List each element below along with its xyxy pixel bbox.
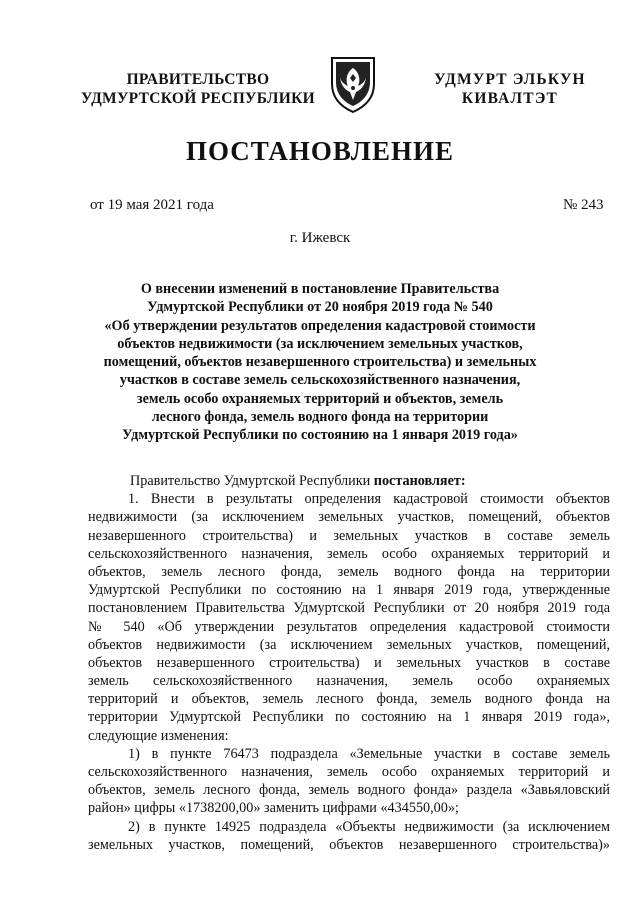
paragraph-1: [88, 490, 610, 745]
intro-text: Правительство Удмуртской Республики: [130, 473, 374, 489]
government-name-udmurt: [420, 70, 600, 108]
paragraph-line: незавершенного строительства) и земельных участков в составе земель: [88, 527, 610, 544]
title-line: лесного фонда, земель водного фонда на территории: [151, 409, 489, 426]
list-item-line: район» цифры «1738200,00» заменить цифрами «434550,00»;: [88, 800, 459, 817]
title-line: «Об утверждении результатов определения кадастровой стоимости: [104, 317, 536, 334]
list-item-1: [88, 745, 610, 818]
paragraph-line: территорий и объектов, земель лесного фонда, земель водного фонда на: [88, 691, 610, 708]
document-number: № 243: [563, 197, 604, 213]
government-name-line: УДМУРТ ЭЛЬКУН: [434, 71, 586, 88]
government-name-russian: [78, 70, 318, 108]
title-line: помещений, объектов незавершенного строительства) и земельных: [103, 354, 537, 371]
list-item-line: объектов, земель лесного фонда, земель водного фонда» раздела «Завьяловский: [88, 782, 610, 799]
paragraph-line: объектов недвижимости (за исключением земельных участков, помещений,: [88, 636, 610, 653]
intro-paragraph: [88, 472, 610, 490]
paragraph-line: земель сельскохозяйственного назначения, земель особо охраняемых: [88, 673, 610, 690]
paragraph-line: № 540 «Об утверждении результатов определения кадастровой стоимости: [88, 618, 610, 635]
title-line: Удмуртской Республики по состоянию на 1 января 2019 года»: [122, 427, 518, 444]
list-item-line: 1) в пункте 76473 подраздела «Земельные участки в составе земель: [128, 745, 610, 762]
document-type-title: ПОСТАНОВЛЕНИЕ: [185, 136, 455, 166]
paragraph-line: Удмуртской Республики по состоянию на 1 января 2019 года, утвержденные: [88, 582, 610, 599]
title-line: земель особо охраняемых территорий и объектов, земель: [136, 390, 504, 407]
list-item-line: сельскохозяйственного назначения, земель особо охраняемых территорий и: [88, 764, 610, 780]
government-name-line: УДМУРТСКОЙ РЕСПУБЛИКИ: [80, 90, 315, 107]
paragraph-line: сельскохозяйственного назначения, земель особо охраняемых территорий и: [88, 545, 610, 562]
title-line: Удмуртской Республики от 20 ноября 2019 года № 540: [147, 299, 493, 316]
udmurt-coat-of-arms-icon: [328, 54, 378, 114]
list-item-2: [88, 818, 610, 854]
paragraph-line: постановлением Правительства Удмуртской Республики от 20 ноября 2019 года: [88, 600, 610, 617]
resolution-title: [100, 280, 540, 445]
government-name-line: ПРАВИТЕЛЬСТВО: [126, 71, 270, 88]
title-line: объектов недвижимости (за исключением земельных участков,: [117, 335, 523, 352]
paragraph-line: 1. Внести в результаты определения кадастровой стоимости объектов: [128, 491, 610, 508]
document-city: г. Ижевск: [289, 230, 351, 246]
list-item-line: 2) в пункте 14925 подраздела «Объекты недвижимости (за исключением: [128, 818, 610, 835]
list-item-line: земельных участков, помещений, объектов незавершенного строительства)»: [88, 836, 610, 853]
resolution-body: [88, 472, 610, 854]
government-name-line: КИВАЛТЭТ: [461, 90, 559, 107]
paragraph-line: объектов незавершенного строительства) и земельных участков в составе: [88, 654, 610, 671]
paragraph-line: территории Удмуртской Республики по состоянию на 1 января 2019 года»,: [88, 709, 610, 726]
title-line: участков в составе земель сельскохозяйственного назначения,: [119, 372, 521, 389]
title-line: О внесении изменений в постановление Правительства: [140, 281, 500, 297]
intro-keyword: постановляет:: [373, 473, 466, 489]
paragraph-line: следующие изменения:: [88, 727, 229, 744]
document-date: от 19 мая 2021 года: [90, 197, 214, 213]
paragraph-line: объектов, земель лесного фонда, земель водного фонда на территории: [88, 563, 610, 580]
paragraph-line: недвижимости (за исключением земельных участков, помещений, объектов: [88, 509, 610, 526]
